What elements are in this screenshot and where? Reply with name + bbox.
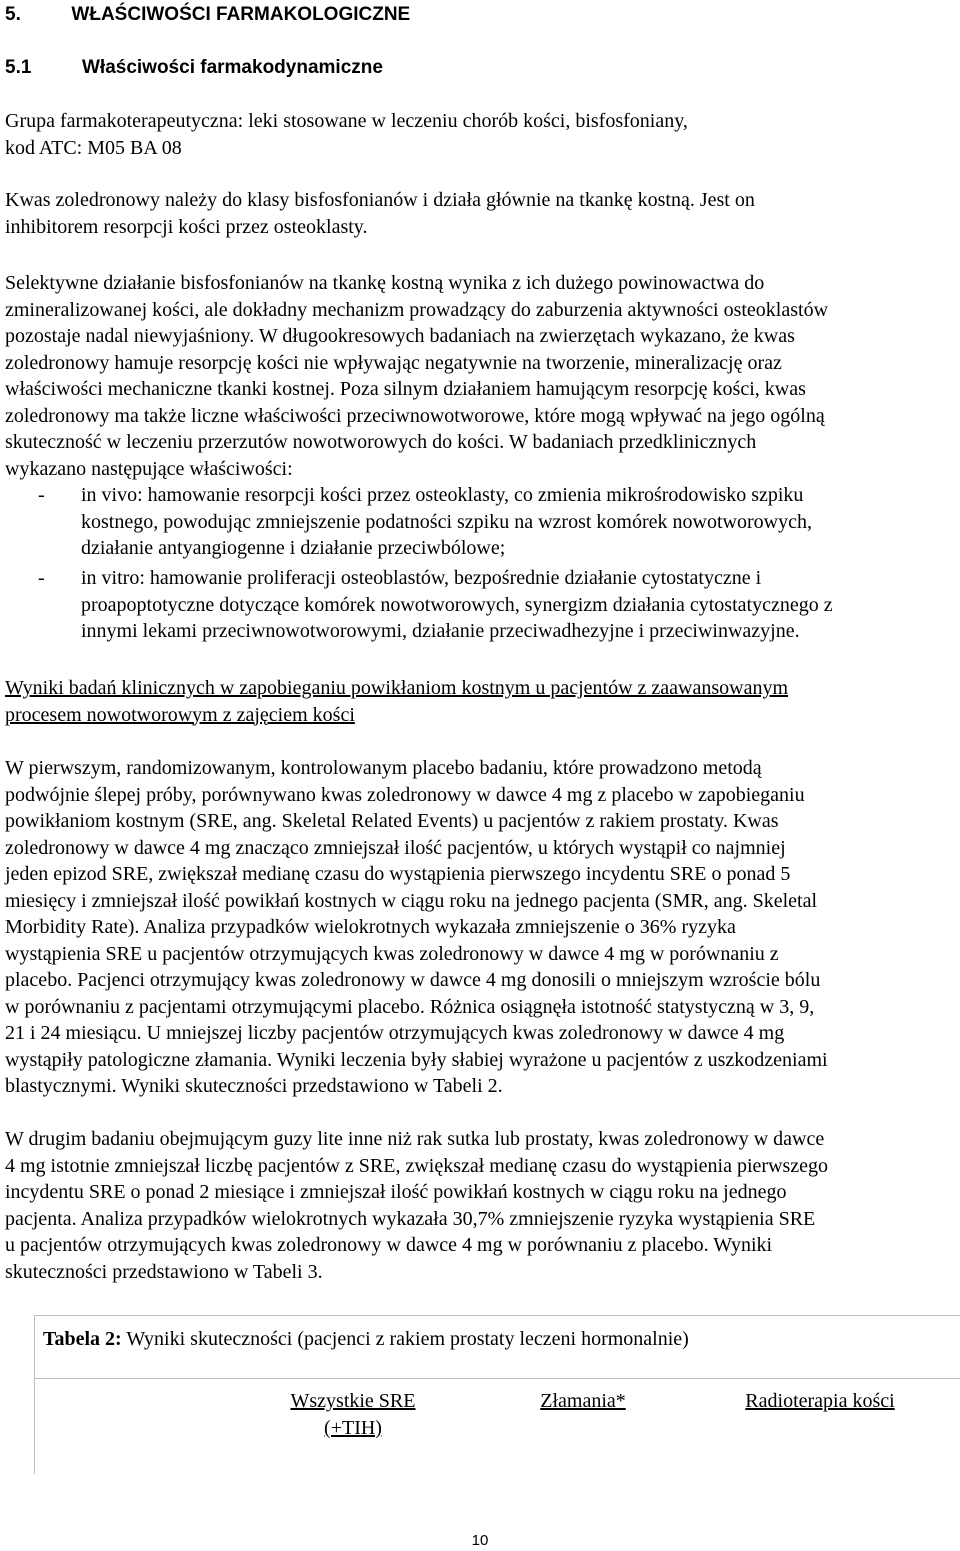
header-line: Wszystkie SRE: [290, 1390, 416, 1412]
first-study-paragraph: [5, 755, 958, 1100]
header-line: Złamania*: [540, 1390, 626, 1412]
text-line: innymi lekami przeciwnowotworowymi, działanie przeciwadhezyjne i przeciwinwazyjne.: [81, 620, 800, 642]
text-line: miesięcy i zmniejszał ilość powikłań kostnych w ciągu roku na jednego pacjenta (SMR, ang. Skeletal: [5, 889, 818, 912]
class-paragraph: [5, 187, 958, 240]
table-header-fractures: [513, 1388, 653, 1415]
second-study-paragraph: [5, 1126, 958, 1285]
text-line: 4 mg istotnie zmniejszał liczbę pacjentów z SRE, zwiększał medianę czasu do wystąpienia pierwszego: [5, 1154, 829, 1177]
header-line: (+TIH): [324, 1417, 382, 1439]
selectivity-paragraph: [5, 270, 958, 482]
header-line: Radioterapia kości: [745, 1390, 895, 1412]
table-caption-label: Tabela 2:: [43, 1328, 122, 1350]
text-line: działanie antyangiogenne i działanie przeciwbólowe;: [81, 537, 506, 559]
text-line: W pierwszym, randomizowanym, kontrolowanym placebo badaniu, które prowadzono metodą: [5, 757, 762, 779]
section-number: 5.: [5, 4, 21, 25]
list-item: [5, 482, 958, 562]
table-caption: [43, 1326, 689, 1352]
text-line: procesem nowotworowym z zajęciem kości: [5, 703, 355, 726]
subsection-title: Właściwości farmakodynamiczne: [81, 57, 383, 78]
text-line: kostnego, powodując zmniejszenie podatności szpiku na wzrost komórek nowotworowych,: [81, 510, 812, 533]
list-item: [5, 565, 958, 645]
pharmacotherapeutic-group: [5, 108, 958, 161]
list-dash: -: [38, 567, 45, 589]
text-line: zoledronowy ma także liczne właściwości przeciwnowotworowe, które mogą wpływać na jego ogólną: [5, 404, 825, 427]
table-divider: [35, 1378, 960, 1379]
text-line: jeden epizod SRE, zwiększał medianę czasu do wystąpienia pierwszego incydentu SRE o ponad 5: [5, 863, 791, 885]
text-line: w porównaniu z pacjentami otrzymującymi placebo. Różnica osiągnęła istotność statystyczną w 3, 9,: [5, 995, 815, 1018]
section-heading: [5, 2, 958, 29]
text-line: W drugim badaniu obejmującym guzy lite inne niż rak sutka lub prostaty, kwas zoledronowy w dawce: [5, 1128, 825, 1150]
text-line: in vivo: hamowanie resorpcji kości przez osteoklasty, co zmienia mikrośrodowisko szpiku: [81, 484, 804, 506]
text-line: Kwas zoledronowy należy do klasy bisfosfonianów i działa głównie na tkankę kostną. Jest on: [5, 189, 755, 211]
text-line: skuteczności przedstawiono w Tabeli 3.: [5, 1260, 323, 1283]
table-header-all-sre: [273, 1388, 433, 1442]
text-line: Wyniki badań klinicznych w zapobieganiu powikłaniom kostnym u pacjentów z zaawansowanym: [5, 677, 789, 699]
text-line: podwójnie ślepej próby, porównywano kwas zoledronowy w dawce 4 mg z placebo w zapobieganiu: [5, 783, 805, 806]
text-line: Selektywne działanie bisfosfonianów na tkankę kostną wynika z ich dużego powinowactwa do: [5, 272, 765, 294]
text-line: pacjenta. Analiza przypadków wielokrotnych wykazała 30,7% zmniejszenie ryzyka wystąpienia SRE: [5, 1207, 816, 1230]
text-line: 21 i 24 miesiącu. U mniejszej liczby pacjentów otrzymujących kwas zoledronowy w dawce 4 mg: [5, 1022, 785, 1044]
text-line: placebo. Pacjenci otrzymujący kwas zoledronowy w dawce 4 mg donosili o mniejszym wzroście bólu: [5, 969, 821, 991]
text-line: zoledronowy w dawce 4 mg znacząco zmniejszał ilość pacjentów, u których wystąpił co najmniej: [5, 836, 786, 859]
text-line: kod ATC: M05 BA 08: [5, 136, 182, 159]
text-line: u pacjentów otrzymujących kwas zoledronowy w dawce 4 mg w porównaniu z placebo. Wyniki: [5, 1234, 773, 1256]
text-line: właściwości mechaniczne tkanki kostnej. Poza silnym działaniem hamującym resorpcję kości, kwas: [5, 378, 806, 400]
subsection-number: 5.1: [5, 57, 32, 78]
results-heading: [5, 675, 958, 728]
text-line: wystąpienia SRE u pacjentów otrzymujących kwas zoledronowy w dawce 4 mg w porównaniu z: [5, 942, 779, 965]
text-line: powikłaniom kostnym (SRE, ang. Skeletal Related Events) u pacjentów z rakiem prostaty. Kwas: [5, 810, 779, 832]
section-title: WŁAŚCIWOŚCI FARMAKOLOGICZNE: [71, 4, 411, 25]
table-header-bone-radiotherapy: [715, 1388, 925, 1415]
text-line: Morbidity Rate). Analiza przypadków wielokrotnych wykazała zmniejszenie o 36% ryzyka: [5, 916, 736, 938]
results-table: [34, 1315, 960, 1474]
text-line: wykazano następujące właściwości:: [5, 457, 293, 480]
page-number: 10: [471, 1532, 489, 1549]
text-line: skuteczność w leczeniu przerzutów nowotworowych do kości. W badaniach przedklinicznych: [5, 431, 757, 453]
text-line: in vitro: hamowanie proliferacji osteoblastów, bezpośrednie działanie cytostatyczne i: [81, 567, 762, 589]
text-line: proapoptotyczne dotyczące komórek nowotworowych, synergizm działania cytostatycznego z: [81, 593, 833, 616]
subsection-heading: [5, 55, 958, 82]
text-line: zoledronowy hamuje resorpcję kości nie wpływając negatywnie na tworzenie, mineralizację oraz: [5, 351, 782, 374]
text-line: zmineralizowanej kości, ale dokładny mechanizm prowadzący do zaburzenia aktywności osteoklastów: [5, 298, 829, 321]
text-line: wystąpiły patologiczne złamania. Wyniki leczenia były słabiej wyrażone u pacjentów z uszkodzeniami: [5, 1048, 828, 1071]
list-dash: -: [38, 484, 45, 506]
text-line: inhibitorem resorpcji kości przez osteoklasty.: [5, 215, 368, 238]
text-line: Grupa farmakoterapeutyczna: leki stosowane w leczeniu chorób kości, bisfosfoniany,: [5, 110, 688, 132]
text-line: blastycznymi. Wyniki skuteczności przedstawiono w Tabeli 2.: [5, 1075, 503, 1097]
text-line: incydentu SRE o ponad 2 miesiące i zmniejszał ilość powikłań kostnych w ciągu roku na jednego: [5, 1181, 787, 1203]
table-caption-text: Wyniki skuteczności (pacjenci z rakiem prostaty leczeni hormonalnie): [121, 1328, 689, 1350]
text-line: pozostaje nadal niewyjaśniony. W długookresowych badaniach na zwierzętach wykazano, że kwas: [5, 325, 795, 347]
